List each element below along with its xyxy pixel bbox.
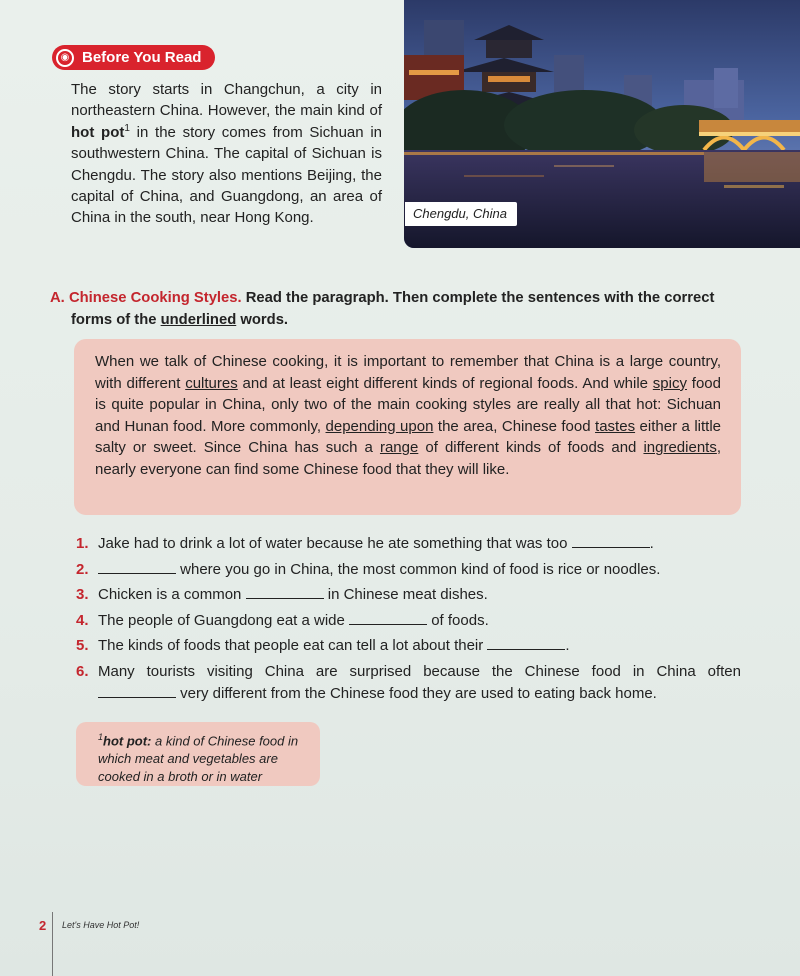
para-text: When we talk of Chinese cooking, it is important to remember that China is a large country, with different (95, 353, 721, 392)
question-number: 2. (76, 561, 89, 578)
section-a-title: Chinese Cooking Styles. (68, 290, 242, 306)
question-text: The people of Guangdong eat a wide (98, 612, 350, 629)
question-6-line-2 (76, 683, 741, 705)
section-a-instruction-2a: forms of the (71, 312, 161, 328)
question-text: Chicken is a common (98, 586, 246, 603)
answer-blank[interactable] (349, 610, 427, 625)
footnote-term: hot pot: (103, 733, 152, 749)
vocab-depending-upon: depending upon (325, 417, 434, 435)
section-a-instruction-1: Read the paragraph. Then complete the sentences with the correct (241, 290, 715, 306)
para-text: , nearly everyone can find some Chinese food that they will like. (95, 439, 722, 478)
before-you-read-label: Before You Read (82, 49, 202, 66)
question-number: 3. (76, 586, 89, 603)
question-text: The kinds of foods that people eat can tell a lot about their (98, 637, 488, 654)
para-text: the area, Chinese food (433, 417, 596, 435)
question-text-after: where you go in China, the most common kind of food is rice or noodles. (176, 561, 661, 578)
answer-blank[interactable] (98, 559, 176, 574)
section-a-heading (50, 287, 765, 331)
reading-paragraph-box (74, 339, 741, 515)
para-text: either a little salty or sweet. Since China has such a (95, 417, 722, 457)
vocab-ingredients: ingredients (643, 439, 717, 457)
intro-text-1: The story starts in Changchun, a city in northeastern China. However, the main kind of (71, 81, 382, 120)
question-text: Jake had to drink a lot of water because he ate something that was too (98, 535, 572, 552)
intro-hot-pot-term: hot pot (71, 123, 125, 141)
question-number: 1. (76, 535, 89, 552)
intro-text-2: in the story comes from Sichuan in southwestern China. The capital of Sichuan is Chengdu. The story also mentions Beijing, the capital of China, and Guangdong, an area of China in the south, near Hong Kong. (71, 123, 383, 227)
section-a-letter: A. (50, 290, 65, 306)
footnote-definition: a kind of Chinese food in which meat and vegetables are cooked in a broth or in water (98, 733, 299, 785)
section-a-instruction-line-2 (50, 309, 765, 331)
reading-icon: ◉ (56, 49, 74, 67)
para-text: food is quite popular in China, only two of the main cooking styles are really all that hot: Sichuan and Hunan food. More commonly, (95, 374, 721, 435)
section-a-underlined-word: underlined (160, 312, 237, 328)
question-number: 4. (76, 612, 89, 629)
question-4 (76, 610, 489, 632)
running-head: Let's Have Hot Pot! (62, 920, 140, 930)
vocab-spicy: spicy (652, 374, 687, 392)
footnote-mark: 1 (98, 732, 104, 742)
question-2 (76, 559, 660, 581)
question-text-after: very different from the Chinese food they are used to eating back home. (176, 685, 657, 702)
reading-paragraph (95, 351, 721, 481)
question-text: Many tourists visiting China are surprised because the Chinese food in China often (98, 663, 741, 680)
vocab-cultures: cultures (185, 374, 238, 392)
question-5 (76, 635, 570, 657)
page-number: 2 (39, 918, 47, 933)
question-text-after: in Chinese meat dishes. (323, 586, 488, 603)
question-text-after: . (649, 535, 654, 552)
footnote-marker: 1 (124, 122, 130, 134)
question-text-after: of foods. (427, 612, 489, 629)
question-6 (76, 661, 741, 705)
question-text-after: . (565, 637, 570, 654)
question-number: 6. (76, 663, 89, 680)
footer-divider (52, 912, 53, 976)
photo-caption: Chengdu, China (405, 202, 517, 226)
intro-paragraph (71, 79, 382, 229)
answer-blank[interactable] (487, 635, 565, 650)
section-a-instruction-2b: words. (236, 312, 289, 328)
question-3 (76, 584, 488, 606)
answer-blank[interactable] (246, 584, 324, 599)
answer-blank[interactable] (98, 683, 176, 698)
question-1 (76, 533, 654, 555)
footnote-box (76, 722, 320, 786)
question-number: 5. (76, 637, 89, 654)
before-you-read-badge (52, 45, 215, 70)
para-text: and at least eight different kinds of regional foods. And while (237, 374, 653, 392)
para-text: of different kinds of foods and (418, 439, 644, 457)
answer-blank[interactable] (572, 533, 650, 548)
vocab-range: range (379, 439, 419, 457)
question-6-line-1 (76, 661, 741, 683)
vocab-tastes: tastes (595, 417, 636, 435)
